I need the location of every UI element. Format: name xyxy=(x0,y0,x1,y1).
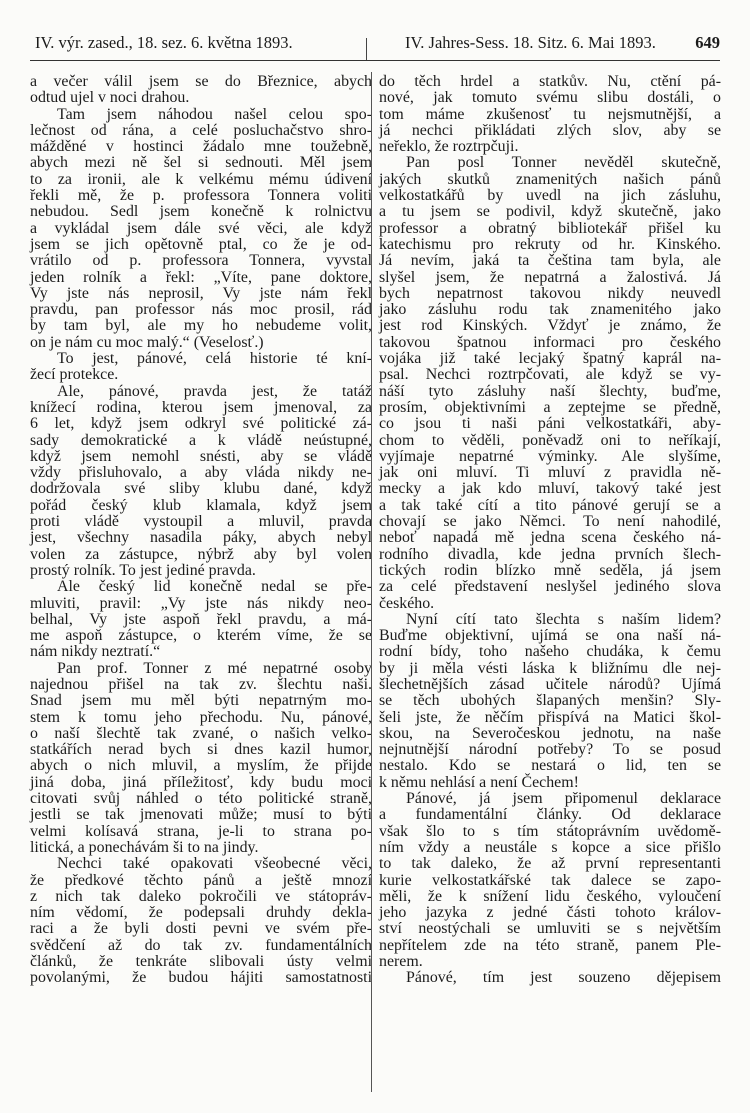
text-line: k němu nehlásí a není Čechem! xyxy=(379,773,579,791)
text-line: nestalo. Kdo se nestará o lid, ten se xyxy=(379,757,721,775)
page-number: 649 xyxy=(695,33,720,52)
text-line: rodní bídy, toho našeho chudáka, k čemu xyxy=(379,643,721,661)
text-line: psal. Nechci roztrpčovati, ale když se vy- xyxy=(379,366,721,384)
text-line: dodržovala své sliby klubu dané, když xyxy=(30,480,372,498)
text-line: když jsem nemohl snésti, aby se vládě xyxy=(30,447,372,465)
text-line: lečnost od rána, a celé posluchačstvo shro- xyxy=(30,121,372,139)
text-line: řekli mě, že p. professora Tonnera voliti xyxy=(30,187,372,205)
text-line: takovou špatnou informaci pro českého xyxy=(379,333,721,351)
text-line: slyšel jsem, že nepatrná a žalostivá. Já xyxy=(379,268,721,286)
text-line: vyjímaje nepatrné výminky. Ale slyšíme, xyxy=(379,447,721,465)
text-line: Ale, pánové, pravda jest, že tatáž xyxy=(57,382,372,400)
text-line: jakých skutků znamenitých našich pánů xyxy=(379,170,721,188)
text-line: kurie velkostatkářské tak dalece se zapo- xyxy=(379,871,721,889)
text-line: Já nevím, jaká ta čeština tam byla, ale xyxy=(379,252,721,270)
text-line: mluviti, pravil: „Vy jste nás nikdy neo- xyxy=(30,594,372,612)
text-line: o naší šlechtě tak zvané, o našich velko- xyxy=(30,724,372,742)
text-line: nebudou. Sedl jsem konečně k rolnictvu xyxy=(30,203,372,221)
text-line: to za ironii, ale k velkému mému údivení xyxy=(30,170,372,188)
text-line: jiná doba, jiná příležitosť, kdy budu moci xyxy=(30,773,372,791)
text-line: a fundamentální články. Od deklarace xyxy=(379,806,721,824)
text-line: velkostatkářů by uvedl na jich zásluhu, xyxy=(379,187,721,205)
text-line: a večer válil jsem se do Březnice, abych xyxy=(30,73,372,90)
text-line: citovati svůj náhled o této politické straně, xyxy=(30,790,372,808)
text-line: najednou přišel na tak zv. šlechtu naši. xyxy=(30,675,372,693)
text-line: jest, všechny nasadila páky, abych nebyl xyxy=(30,529,372,547)
text-line: Ale český lid konečně nedal se pře- xyxy=(57,578,372,596)
text-line: jestli se tak jmenovati může; musí to býti xyxy=(30,806,372,824)
text-line: 6 let, když jsem odkryl své politické zá- xyxy=(30,415,372,433)
text-line: vždy přisluhovalo, a aby vláda nikdy ne- xyxy=(30,464,372,482)
text-line: ním vědomí, že podepsali druhdy dekla- xyxy=(30,904,372,922)
text-line: belhal, Vy jste aspoň řekl pravdu, a má- xyxy=(30,610,372,628)
text-line: professor a obratný bibliotekář přišel ku xyxy=(379,219,721,237)
header-rule xyxy=(30,60,720,61)
text-line: povolanými, že budou hájiti samostatnosti xyxy=(30,969,372,987)
text-line: proti vládě vystoupil a mluvil, pravda xyxy=(30,513,372,531)
text-line: z nich tak daleko pokročili ve státopráv- xyxy=(30,887,372,905)
text-line: prostý rolník. To jest jediné pravda. xyxy=(30,561,256,579)
text-line: odtud ujel v noci drahou. xyxy=(30,89,190,107)
text-line: nám nikdy neztratí.“ xyxy=(30,643,161,661)
text-line: jak oni mluví. Ti mluví z pravidla ně- xyxy=(379,464,721,482)
text-line: jeden rolník a řekl: „Víte, pane doktore, xyxy=(30,268,372,286)
text-line: raci a že byli dosti pevni ve svém pře- xyxy=(30,920,372,938)
text-line: skou, na Severočeskou jednotu, na naše xyxy=(379,724,721,742)
text-line: Nechci také opakovati všeobecné věci, xyxy=(57,855,372,873)
text-line: Pan posl Tonner nevěděl skutečně, xyxy=(406,154,721,172)
text-line: článků, že tenkráte slibovali ústy velmi xyxy=(30,953,372,971)
text-line: nejnutnější národní potřeby? To se posud xyxy=(379,741,721,759)
text-line: Vy jste nás neprosil, Vy jste nám řekl xyxy=(30,284,372,302)
text-line: by tam byl, ale my ho nebudeme volit, xyxy=(30,317,372,335)
text-line: měli, že k snížení lidu českého, vyloučení xyxy=(379,887,721,905)
right-column xyxy=(379,74,721,987)
text-line: statkářích nerad bych si dnes kazil humor, xyxy=(30,741,372,759)
text-line: vrátilo od p. professora Tonnera, vyvstal xyxy=(30,252,372,270)
header-german: IV. Jahres-Sess. 18. Sitz. 6. Mai 1893. xyxy=(405,33,656,52)
text-line: Buďme objektivní, ujímá se ona naší ná- xyxy=(379,627,721,645)
text-line: Pánové, já jsem připomenul deklarace xyxy=(406,790,721,808)
text-line: To jest, pánové, celá historie té kní- xyxy=(57,350,372,368)
text-line: bych nepatrnost takovou nikdy neuvedl xyxy=(379,284,721,302)
text-line: volen za zástupce, nýbrž aby byl volen xyxy=(30,545,372,563)
text-line: a tu jsem se podivil, když skutečně, jako xyxy=(379,203,721,221)
text-line: tom máme zkušenosť tu nejsmutnější, a xyxy=(379,105,721,123)
text-line: ním vždy a neustále s kopce a sice přišlo xyxy=(379,838,721,856)
text-line: rodního divadla, kde jedna prvních šlech- xyxy=(379,545,721,563)
text-line: do těch hrdel a statkův. Nu, ctění pá- xyxy=(379,73,721,90)
text-line: pravdu, pan professor nás moc prosil, rád xyxy=(30,301,372,319)
text-line: a vykládal jsem dále své věci, ale když xyxy=(30,219,372,237)
left-column xyxy=(30,74,372,987)
text-line: že předkové těchto pánů a ještě mnozí xyxy=(30,871,372,889)
text-line: katechismu pro rekruty od hr. Kinského. xyxy=(379,235,721,253)
column-divider xyxy=(371,72,372,1092)
text-line: vojáka již také lecjaký špatný kaprál na- xyxy=(379,350,721,368)
text-line: šeli jste, že něčím přispívá na Matici škol- xyxy=(379,708,721,726)
text-line: chom to věděli, poněvadž oni to neříkají, xyxy=(379,431,721,449)
text-line: náší tyto zásluhy naší šlechty, buďme, xyxy=(379,382,721,400)
text-line: mecky a jak kdo mluví, takový také jest xyxy=(379,480,721,498)
text-line: se těch ubohých šlapaných menšin? Sly- xyxy=(379,692,721,710)
text-line: nové, jak tomuto svému slibu dostáli, o xyxy=(379,89,721,107)
text-line: ství neostýchali se umluviti se s největším xyxy=(379,920,721,938)
text-line: jeho jazyka z jedné části tohoto králov- xyxy=(379,904,721,922)
header-divider xyxy=(366,38,367,60)
text-line: velmi kolísavá strana, je-li to strana po- xyxy=(30,822,372,840)
text-line: prosím, objektivními a zeptejme se předně, xyxy=(379,398,721,416)
text-line: litická, a ponechávám ši to na jindy. xyxy=(30,838,259,856)
text-line: neboť napadá mě jedna scena českého ná- xyxy=(379,529,721,547)
header-czech: IV. výr. zased., 18. sez. 6. května 1893. xyxy=(35,33,293,52)
text-line: abych o nich mluvil, a myslím, že přijde xyxy=(30,757,372,775)
text-line: abych mezi ně šel si sednouti. Měl jsem xyxy=(30,154,372,172)
text-line: svědčení až do tak zv. fundamentálních xyxy=(30,936,372,954)
text-line: jako zásluhu rodu tak znamenitého jako xyxy=(379,301,721,319)
text-line: za celé představení neslyšel jediného slova xyxy=(379,578,721,596)
text-line: co jsou ti naši páni velkostatkáři, aby- xyxy=(379,415,721,433)
text-line: nerem. xyxy=(379,953,423,971)
text-line: šlechetnějších zásad učitele národů? Ujímá xyxy=(379,675,721,693)
text-line: stem k tomu jeho přechodu. Nu, pánové, xyxy=(30,708,372,726)
text-line: já nechci přikládati zlých slov, aby se xyxy=(379,121,721,139)
text-line: jest rod Kinských. Vždyť je známo, že xyxy=(379,317,721,335)
text-line: me aspoň zástupce, o kterém víme, že se xyxy=(30,627,372,645)
text-line: knížecí rodina, kterou jsem jmenoval, za xyxy=(30,398,372,416)
text-line: českého. xyxy=(379,594,435,612)
text-line: to tak daleko, že až první representanti xyxy=(379,855,721,873)
text-line: sady demokratické a k vládě neústupné, xyxy=(30,431,372,449)
text-line: a tak také cítí a tito pánové gerují se a xyxy=(379,496,721,514)
text-line: Tam jsem náhodou našel celou spo- xyxy=(57,105,372,123)
text-line: by ji měla vésti láska k bližnímu dle nej- xyxy=(379,659,721,677)
text-line: žecí protekce. xyxy=(30,366,119,384)
text-line: Nyní cítí tato šlechta s naším lidem? xyxy=(406,610,721,628)
text-line: jsem se jich opětovně ptal, co že je od- xyxy=(30,235,372,253)
text-line: chovají se jako Němci. To není nahodilé, xyxy=(379,513,721,531)
text-line: Pánové, tím jest souzeno dějepisem xyxy=(406,969,721,987)
text-line: neřeklo, že roztrpčuji. xyxy=(379,138,519,156)
text-line: mážděné v hostinci žádalo mne toužebně, xyxy=(30,138,372,156)
text-line: on je nám cu moc malý.“ (Veselosť.) xyxy=(30,333,264,351)
text-line: pořád český klub klamala, když jsem xyxy=(30,496,372,514)
text-line: tických rodin blízko mně seděla, já jsem xyxy=(379,561,721,579)
text-line: však šlo to s tím státoprávním uvědomě- xyxy=(379,822,721,840)
text-line: Pan prof. Tonner z mé nepatrné osoby xyxy=(57,659,372,677)
text-line: nepřítelem zde na této straně, panem Ple- xyxy=(379,936,721,954)
text-line: Snad jsem mu měl býti nepatrným mo- xyxy=(30,692,372,710)
page-header xyxy=(30,33,720,57)
